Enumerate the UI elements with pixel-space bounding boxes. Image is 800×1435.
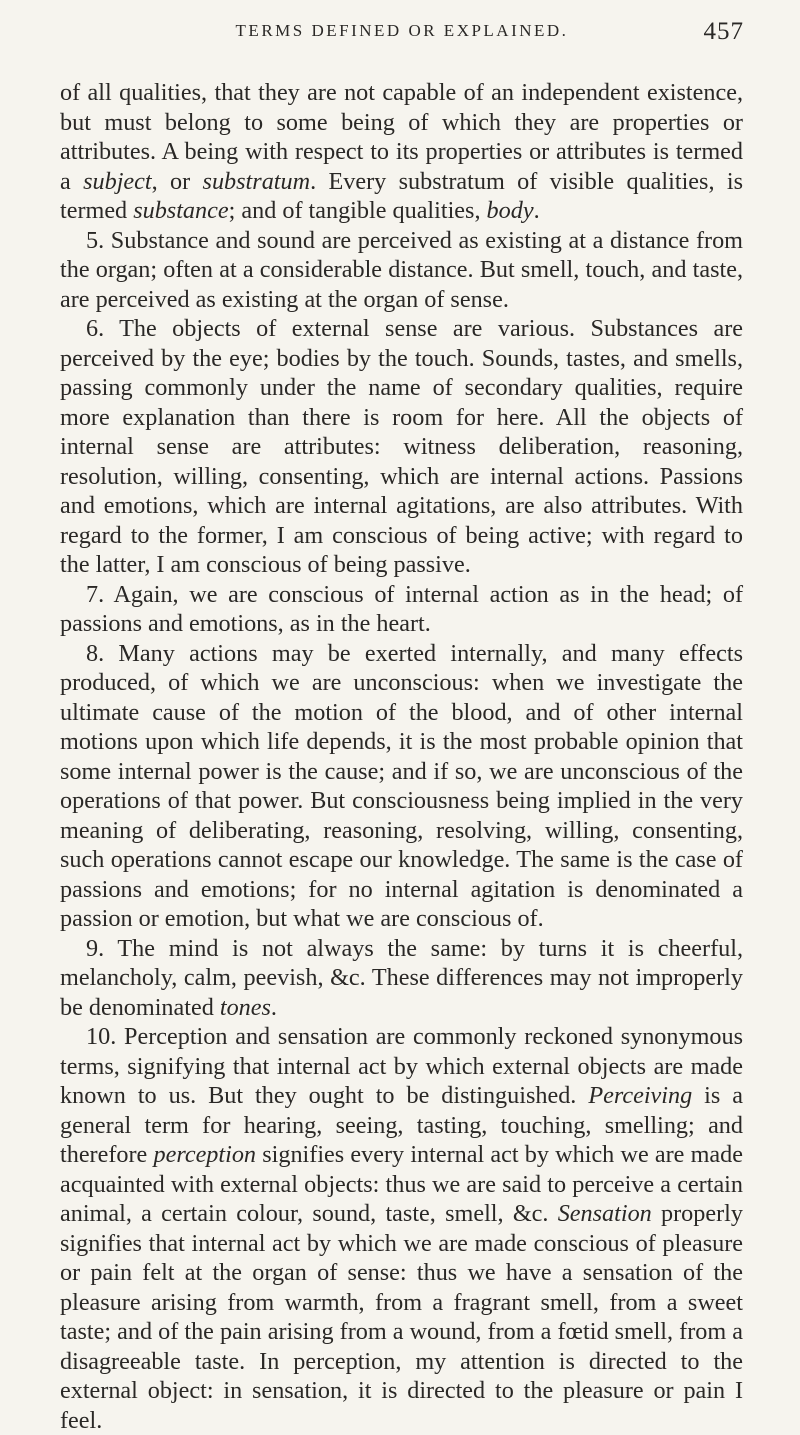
term-subject: subject bbox=[83, 167, 152, 195]
term-perceiving: Perceiving bbox=[588, 1082, 693, 1109]
page-header bbox=[60, 18, 744, 48]
paragraph-9: 9. The mind is not always the same: by turns it is cheerful, melancholy, calm, peevish, &c. These differences may not improperly be denominated tones. bbox=[60, 934, 743, 1021]
paragraph-6: 6. The objects of external sense are various. Substances are perceived by the eye; bodies by the touch. Sounds, tastes, and smells, passing commonly under the name of secondary qualities, require more explanation than there is room for here. All the objects of internal sense are attributes: witness deliberation, reasoning, resolution, willing, consenting, which are internal actions. Passions and emotions, which are internal agitations, are also attributes. With regard to the former, I am conscious of being active; with regard to the latter, I am conscious of being passive. bbox=[60, 315, 743, 578]
term-sensation: Sensation bbox=[557, 1200, 652, 1227]
paragraph-7: 7. Again, we are conscious of internal action as in the head; of passions and emotions, as in the heart. bbox=[60, 580, 743, 637]
paragraph-10: 10. Perception and sensation are commonly reckoned synonymous terms, signifying that internal act by which external objects are made known to us. But they ought to be distinguished. Perceiving is a general term for hearing, seeing, tasting, touching, smelling; and therefore perception signifies every internal act by which we are made acquainted with external objects: thus we are said to perceive a certain animal, a certain colour, sound, taste, smell, &c. Sensation properly signifies that internal act by which we are made conscious of pleasure or pain felt at the organ of sense: thus we have a sensation of the pleasure arising from warmth, from a fragrant smell, from a sweet taste; and of the pain arising from a wound, from a fœtid smell, from a disagreeable taste. In perception, my attention is directed to the external object: in sensation, it is directed to the pleasure or pain I feel. bbox=[60, 1023, 743, 1434]
term-substance: substance bbox=[133, 197, 229, 224]
paragraph-8: 8. Many actions may be exerted internally, and many effects produced, of which we are unconscious: when we investigate the ultimate cause of the motion of the blood, and of other internal motions upon which life depends, it is the most probable opinion that some internal power is the cause; and if so, we are unconscious of the operations of that power. But consciousness being implied in the very meaning of deliberating, reasoning, resolving, willing, consenting, such operations cannot escape our knowledge. The same is the case of passions and emotions; for no internal agitation is denominated a passion or emotion, but what we are conscious of. bbox=[60, 639, 743, 932]
term-substratum: substratum bbox=[202, 167, 311, 195]
paragraph-continuation: of all qualities, that they are not capable of an independent existence, but must belong to some being of which they are properties or attributes. A being with respect to its properties or attributes is termed a subject, or substratum. Every substratum of visible qualities, is termed substance; and of tangible qualities, body. bbox=[60, 79, 743, 224]
term-tones: tones bbox=[219, 993, 271, 1021]
running-head: TERMS DEFINED OR EXPLAINED. bbox=[235, 21, 569, 40]
page-number: 457 bbox=[703, 18, 744, 45]
paragraph-5: 5. Substance and sound are perceived as existing at a distance from the organ; often at a considerable distance. But smell, touch, and taste, are perceived as existing at the organ of sense. bbox=[60, 226, 743, 313]
page-body bbox=[60, 78, 743, 1435]
term-body: body bbox=[486, 197, 534, 224]
term-perception: perception bbox=[153, 1141, 257, 1168]
